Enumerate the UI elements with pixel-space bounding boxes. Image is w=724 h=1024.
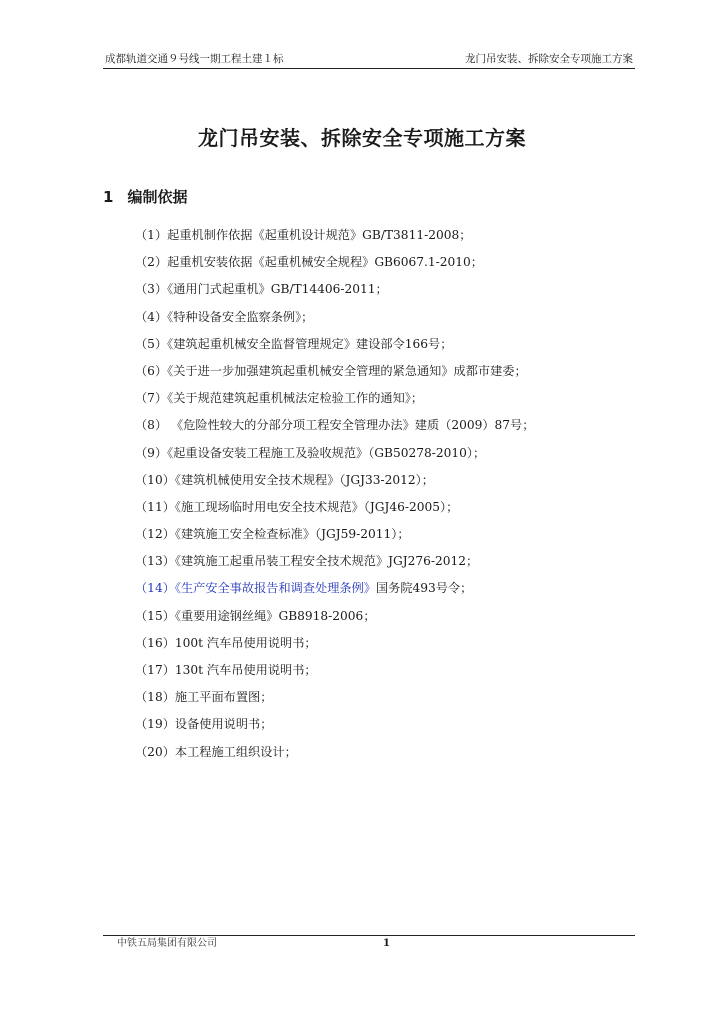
list-item: （17）130t 汽车吊使用说明书； bbox=[135, 663, 317, 677]
list-item: （11）《施工现场临时用电安全技术规范》（JGJ46-2005）； bbox=[135, 499, 459, 514]
list-item-linked[interactable] bbox=[135, 575, 534, 602]
header-document-title: 龙门吊安装、拆除安全专项施工方案 bbox=[465, 53, 633, 65]
linked-regulation-title[interactable]: （14）《生产安全事故报告和调查处理条例》 bbox=[135, 581, 376, 596]
list-item: （9）《起重设备安装工程施工及验收规范》（GB50278-2010）； bbox=[135, 445, 486, 460]
list-item: （18）施工平面布置图； bbox=[135, 690, 273, 705]
list-item: （6）《关于进一步加强建筑起重机械安全管理的紧急通知》成都市建委； bbox=[135, 363, 527, 378]
footer-company: 中铁五局集团有限公司 bbox=[117, 938, 217, 949]
list-item: （15）《重要用途钢丝绳》GB8918-2006； bbox=[135, 608, 376, 623]
list-item: （10）《建筑机械使用安全技术规程》（JGJ33-2012）； bbox=[135, 472, 434, 487]
reference-list bbox=[135, 222, 534, 766]
section-number: 1 bbox=[103, 188, 114, 206]
list-item: （16）100t 汽车吊使用说明书； bbox=[135, 635, 317, 650]
list-item: （5）《建筑起重机械安全监督管理规定》建设部令166号； bbox=[135, 336, 453, 351]
list-item: （4）《特种设备安全监察条例》； bbox=[135, 309, 314, 324]
page-footer bbox=[103, 935, 635, 950]
list-item: （2）起重机安装依据《起重机械安全规程》GB6067.1-2010； bbox=[135, 255, 483, 270]
page-number: 1 bbox=[383, 938, 390, 949]
list-item: （12）《建筑施工安全检查标准》（JGJ59-2011）； bbox=[135, 527, 410, 542]
list-item-tail: 国务院493号令； bbox=[375, 581, 473, 596]
list-item: （1）起重机制作依据《起重机设计规范》GB/T3811-2008； bbox=[135, 228, 472, 242]
list-item: （19）设备使用说明书； bbox=[135, 717, 273, 732]
list-item: （7）《关于规范建筑起重机械法定检验工作的通知》； bbox=[135, 391, 424, 406]
section-heading bbox=[103, 186, 187, 207]
list-item: （13）《建筑施工起重吊装工程安全技术规范》JGJ276-2012； bbox=[135, 554, 479, 569]
page-header bbox=[103, 50, 635, 69]
list-item: （8） 《危险性较大的分部分项工程安全管理办法》建质（2009）87号； bbox=[135, 418, 535, 433]
header-project-name: 成都轨道交通９号线一期工程土建１标 bbox=[105, 53, 284, 65]
section-title: 编制依据 bbox=[127, 188, 188, 206]
list-item: （3）《通用门式起重机》GB/T14406-2011； bbox=[135, 282, 388, 297]
list-item: （20）本工程施工组织设计； bbox=[135, 744, 297, 759]
document-title: 龙门吊安装、拆除安全专项施工方案 bbox=[198, 126, 526, 150]
